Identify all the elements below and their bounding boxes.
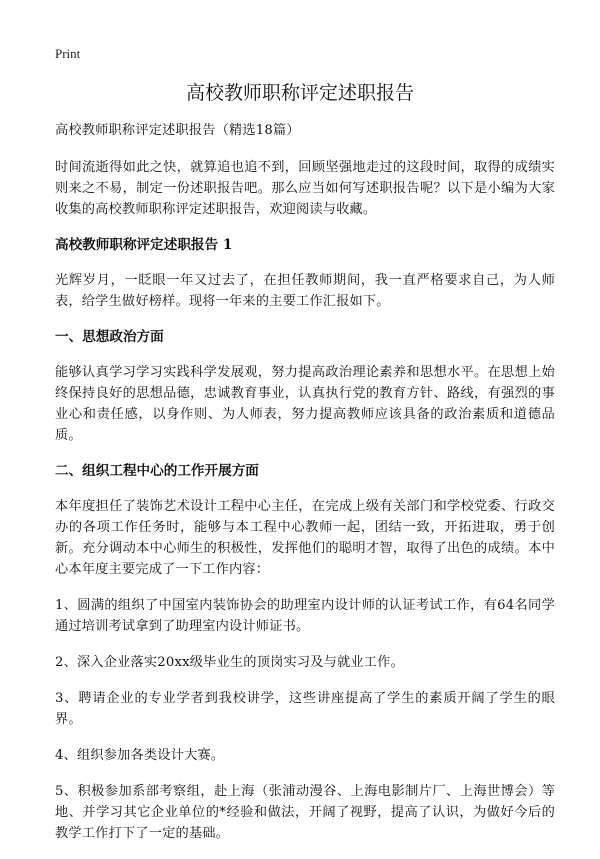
heading-political: 一、思想政治方面 (55, 329, 164, 345)
intro-paragraph: 时间流逝得如此之快，就算追也追不到，回顾坚强地走过的这段时间，取得的成绩实则来之不易，制定一份述职报告吧。那么应当如何写述职报告呢？以下是小编为大家收集的高校教师职称评定述职报告，欢迎阅读与收藏。 (55, 160, 555, 217)
section-intro-paragraph: 光辉岁月，一眨眼一年又过去了，在担任教师期间，我一直严格要求自己，为人师表，给学生做好榜样。现将一年来的主要工作汇报如下。 (55, 273, 555, 309)
list-item: 1、圆满的组织了中国室内装饰协会的助理室内设计师的认证考试工作，有64名同学通过培训考试拿到了助理室内设计师证书。 (55, 598, 555, 634)
list-item: 2、深入企业落实20xx级毕业生的顶岗实习及与就业工作。 (55, 655, 404, 670)
heading-engineering-center: 二、组织工程中心的工作开展方面 (55, 463, 259, 479)
list-item: 4、组织参加各类设计大赛。 (55, 748, 225, 763)
engineering-center-paragraph: 本年度担任了装饰艺术设计工程中心主任，在完成上级有关部门和学校党委、行政交办的各项工作任务时，能够与本工程中心教师一起，团结一致，开拓进取，勇于创新。充分调动本中心师生的积极性，发挥他们的聪明才智，取得了出色的成绩。本中心本年度主要完成了一下工作内容： (55, 499, 555, 577)
document-body (55, 120, 555, 859)
list-item: 3、聘请企业的专业学者到我校讲学，这些讲座提高了学生的素质开阔了学生的眼界。 (55, 691, 555, 727)
political-paragraph: 能够认真学习学习实践科学发展观，努力提高政治理论素养和思想水平。在思想上始终保持良好的思想品德，忠诚教育事业，认真执行党的教育方针、路线，有强烈的事业心和责任感，以身作则、为人师表，努力提高教师应该具备的政治素质和道德品质。 (55, 365, 555, 443)
section-title: 高校教师职称评定述职报告 1 (55, 237, 233, 253)
list-item: 5、积极参加系部考察组，赴上海（张浦动漫谷、上海电影制片厂、上海世博会）等地、并学习其它企业单位的*经验和做法，开阔了视野，提高了认识，为做好今后的教学工作打下了一定的基础。 (55, 784, 555, 841)
document-title: 高校教师职称评定述职报告 (185, 82, 414, 104)
print-link[interactable]: Print (55, 46, 81, 61)
document-subtitle: 高校教师职称评定述职报告（精选18篇） (55, 123, 300, 138)
